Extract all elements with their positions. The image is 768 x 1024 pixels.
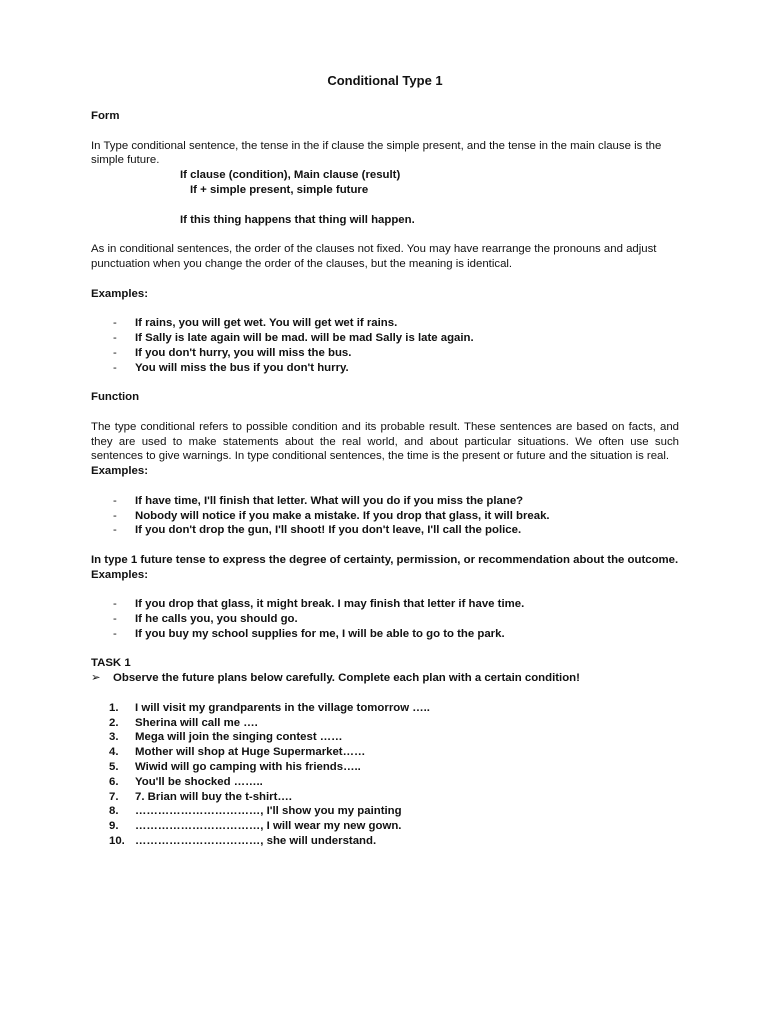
task-number: 8.: [109, 805, 119, 818]
function-examples2-list: [91, 597, 679, 641]
task-number: 1.: [109, 701, 119, 714]
task-item: [91, 701, 679, 716]
list-item: [91, 597, 679, 612]
function-examples-list: [91, 494, 679, 538]
task-item: [91, 790, 679, 805]
example-text: Nobody will notice if you make a mistake. If you drop that glass, it will break.: [135, 509, 550, 522]
example-text: If rains, you will get wet. You will get wet if rains.: [135, 317, 398, 330]
task-instruction-text: Observe the future plans below carefully. Complete each plan with a certain condition!: [113, 672, 580, 685]
task-item: [91, 730, 679, 745]
task-item: [91, 775, 679, 790]
task-number: 10.: [109, 835, 125, 848]
form-paragraph-2: As in conditional sentences, the order of the clauses not fixed. You may have rearrange the pronouns and adjust punctuation when you change the order of the clauses, but the meaning is identical.: [91, 243, 657, 270]
formula-line-3: If this thing happens that thing will happen.: [180, 213, 415, 226]
task-number: 5.: [109, 761, 119, 774]
task-text: Sherina will call me ….: [135, 716, 258, 729]
example-text: If Sally is late again will be mad. will be mad Sally is late again.: [135, 331, 474, 344]
form-paragraph: In Type conditional sentence, the tense in the if clause the simple present, and the tense in the main clause is the simple future.: [91, 139, 662, 167]
dash-marker: -: [113, 613, 117, 626]
function-heading: Function: [91, 391, 140, 404]
task-text: Mega will join the singing contest ……: [135, 731, 343, 744]
list-item: [91, 523, 679, 538]
task-text: 7. Brian will buy the t-shirt….: [135, 790, 292, 803]
task-number: 9.: [109, 820, 119, 833]
arrow-bullet-icon: ➢: [91, 672, 101, 685]
task-number: 2.: [109, 716, 119, 729]
task-text: Wiwid will go camping with his friends…..: [135, 761, 361, 774]
dash-marker: -: [113, 317, 117, 330]
task-item: [91, 716, 679, 731]
list-item: [91, 346, 679, 361]
list-item: [91, 361, 679, 376]
task-item: [91, 745, 679, 760]
example-text: If you buy my school supplies for me, I will be able to go to the park.: [135, 627, 505, 640]
formula-line-1: If clause (condition), Main clause (result): [180, 169, 401, 182]
dash-marker: -: [113, 627, 117, 640]
function-examples2-heading: Examples:: [91, 568, 148, 581]
task-number: 7.: [109, 790, 119, 803]
dash-marker: -: [113, 346, 117, 359]
form-examples-list: [91, 316, 679, 375]
list-item: [91, 509, 679, 524]
task-item: [91, 834, 679, 849]
dash-marker: -: [113, 331, 117, 344]
form-heading: Form: [91, 110, 120, 122]
example-text: If you don't hurry, you will miss the bus.: [135, 346, 352, 359]
example-text: If you drop that glass, it might break. I may finish that letter if have time.: [135, 598, 525, 611]
task-item: [91, 804, 679, 819]
list-item: [91, 494, 679, 509]
document-title: Conditional Type 1: [327, 73, 443, 88]
task-instruction: [91, 671, 679, 686]
example-text: If have time, I'll finish that letter. What will you do if you miss the plane?: [135, 494, 524, 507]
task-item: [91, 760, 679, 775]
dash-marker: -: [113, 361, 117, 374]
task-text: ……………………………, she will understand.: [135, 835, 377, 848]
task-text: Mother will shop at Huge Supermarket……: [135, 746, 366, 759]
task-text: I will visit my grandparents in the village tomorrow …..: [135, 701, 430, 714]
function-examples-heading: Examples:: [91, 465, 148, 478]
example-text: You will miss the bus if you don't hurry.: [135, 361, 349, 374]
dash-marker: -: [113, 524, 117, 537]
task-text: ……………………………, I will wear my new gown.: [135, 820, 402, 833]
task-list: [91, 701, 679, 849]
list-item: [91, 627, 679, 642]
example-text: If he calls you, you should go.: [135, 613, 298, 626]
form-examples-heading: Examples:: [91, 287, 148, 300]
function-paragraph-2: In type 1 future tense to express the degree of certainty, permission, or recommendation about the outcome.: [91, 553, 679, 566]
dash-marker: -: [113, 598, 117, 611]
function-paragraph: The type conditional refers to possible condition and its probable result. These sentences are based on facts, and they are used to make statements about the real world, and about particular situations. We often use such sentences to give warnings. In type conditional sentences, the time is the present or future and the situation is real.: [91, 420, 679, 463]
task-number: 4.: [109, 746, 119, 759]
task-item: [91, 819, 679, 834]
task-heading: TASK 1: [91, 657, 131, 670]
list-item: [91, 316, 679, 331]
task-number: 6.: [109, 775, 119, 788]
example-text: If you don't drop the gun, I'll shoot! If you don't leave, I'll call the police.: [135, 524, 522, 537]
dash-marker: -: [113, 509, 117, 522]
task-number: 3.: [109, 731, 119, 744]
dash-marker: -: [113, 494, 117, 507]
task-text: You'll be shocked ……..: [135, 775, 263, 788]
task-text: ……………………………, I'll show you my painting: [135, 805, 402, 818]
list-item: [91, 331, 679, 346]
formula-line-2: If + simple present, simple future: [190, 183, 369, 196]
document-page: [91, 72, 679, 849]
list-item: [91, 612, 679, 627]
